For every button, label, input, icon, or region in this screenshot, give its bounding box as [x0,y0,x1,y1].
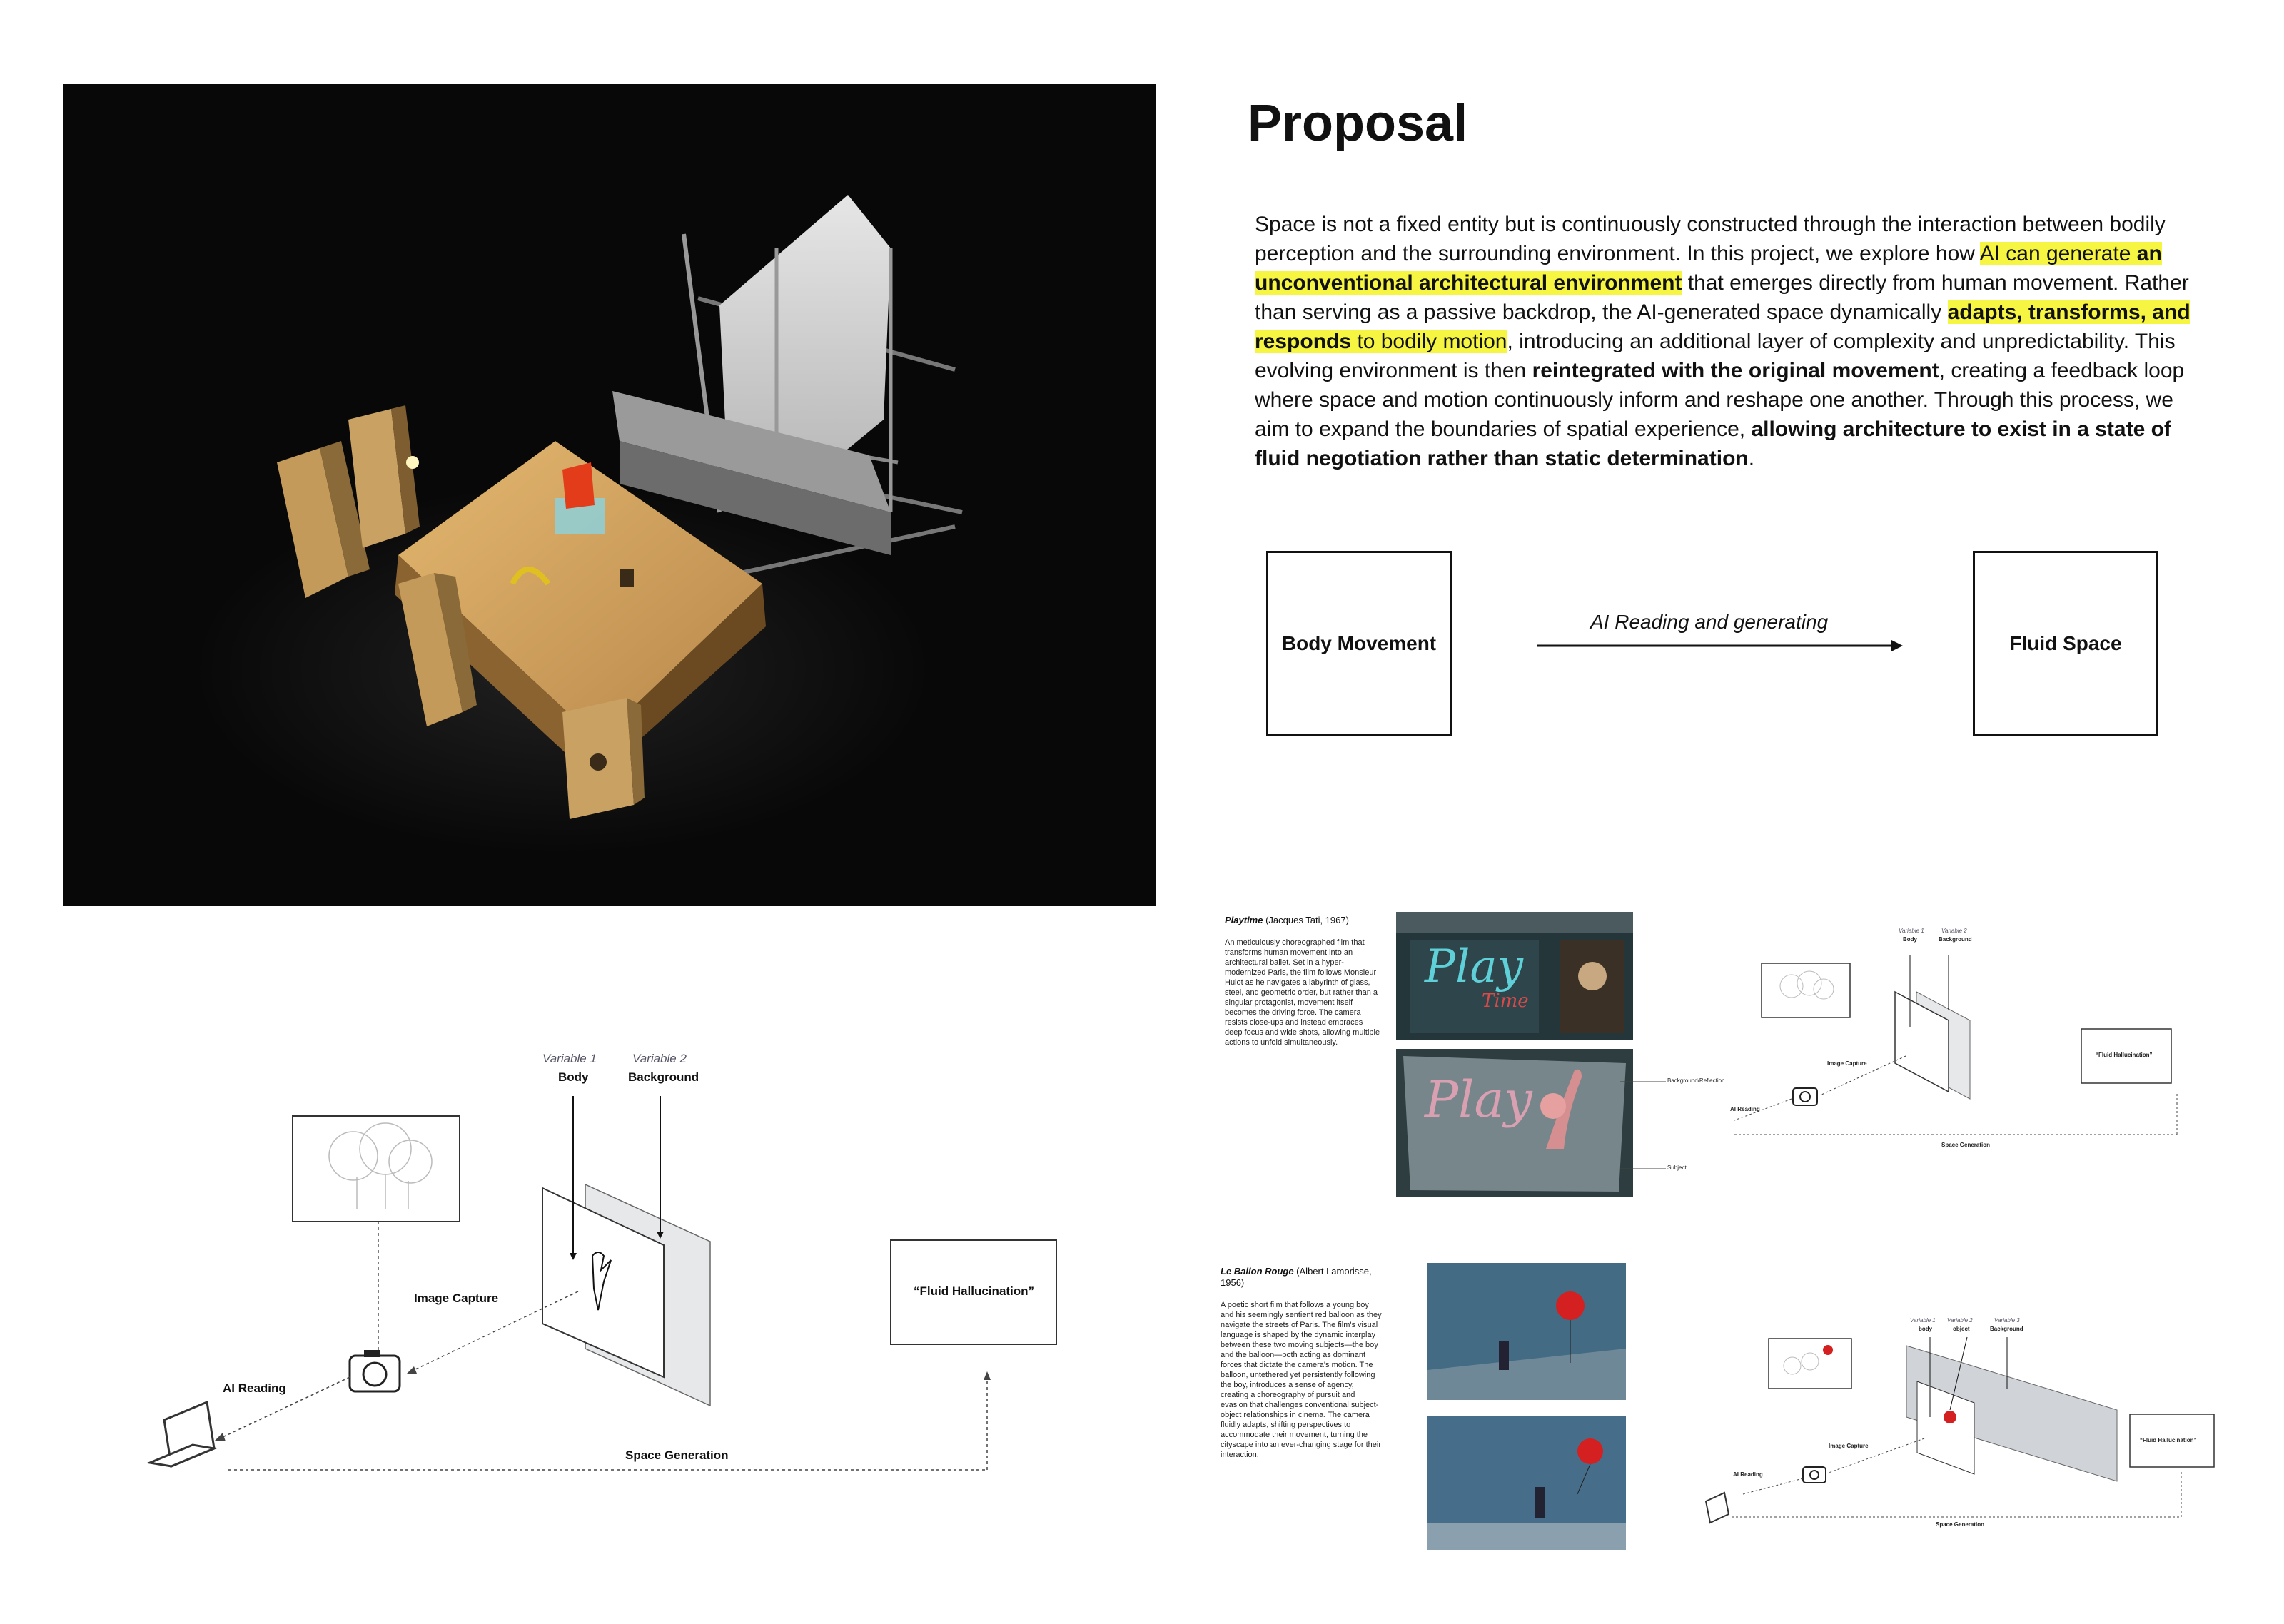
text-run: Space is not a fixed entity but is continuously constructed through the interaction between bodily perception and the surrounding environment. In this project, we explore how [1255,213,2166,265]
main-diagram-lines [143,1042,1085,1513]
annotation-subject: Subject [1667,1164,1687,1171]
playtime-title-text: Play [1425,940,1523,993]
annotation-lines [1620,1077,1670,1170]
case2-diagram [1696,1310,2224,1538]
case2-meta: (Albert Lamorisse, 1956) [1221,1266,1372,1288]
c2-variable2-name: object [1953,1326,1970,1332]
playtime-subtitle-text: Time [1482,990,1529,1012]
c2-variable3-label: Variable 3 [1994,1317,2020,1324]
highlight-run: AI can generate [1979,242,2137,265]
c1-space-generation-label: Space Generation [1941,1142,1991,1148]
c2-variable2-label: Variable 2 [1947,1317,1973,1324]
c1-image-capture-label: Image Capture [1827,1060,1867,1067]
bold-run: reintegrated with the original movement [1532,359,1939,382]
text-run: , creating a feedback loop where space and motion continuously inform and reshape one another. Through this process, we aim to expand the boundaries of spatial experience, [1255,359,2185,441]
annotation-background: Background/Reflection [1667,1077,1725,1084]
highlight-bold-run: an unconventional architectural environment [1255,242,2162,295]
c2-variable1-name: body [1919,1326,1933,1332]
text-run: . [1748,447,1755,470]
case2-title [1221,1266,1378,1289]
c1-variable1-name: Body [1903,936,1917,943]
case2-diagram-lines [1696,1310,2224,1538]
case1-meta: (Jacques Tati, 1967) [1263,915,1349,925]
ai-reading-label: AI Reading [223,1381,286,1395]
playtime-still-2 [1396,1049,1633,1197]
case1-diagram [1706,920,2191,1156]
fluid-space-box [1973,551,2158,736]
c2-output-box-label: “Fluid Hallucination” [2140,1437,2197,1443]
c1-output-box-label: “Fluid Hallucination” [2096,1052,2153,1058]
image-capture-label: Image Capture [414,1291,499,1305]
case1-film-title: Playtime [1225,915,1263,925]
variable1-label: Variable 1 [542,1052,597,1065]
output-box-label: “Fluid Hallucination” [914,1284,1035,1298]
variable2-name: Background [628,1070,699,1084]
highlight-run: to bodily motion [1351,330,1507,353]
body-movement-label: Body Movement [1281,632,1437,654]
flow-arrow-label: AI Reading and generating [1590,611,1829,633]
ballon-still-2 [1428,1416,1626,1550]
proposal-paragraph [1255,210,2197,473]
c1-variable2-name: Background [1939,936,1972,943]
c1-ai-reading-label: AI Reading [1730,1106,1760,1112]
ballon-still-1 [1428,1263,1626,1400]
case2-film-title: Le Ballon Rouge [1221,1266,1294,1277]
playtime-reflection-text: Play [1425,1070,1532,1129]
case1-description: An meticulously choreographed film that transforms human movement into an architectural ballet. Set in a hyper-modernized Paris, the film follows Monsieur Hulot as he navigates a labyrinth of glass, steel, and geometric order, but rather than a singular protagonist, movement itself becomes the driving force. The camera resists close-ups and instead embraces deep focus and wide shots, allowing multiple actions to unfold simultaneously. [1225,938,1380,1047]
c2-ai-reading-label: AI Reading [1733,1471,1763,1478]
c1-variable2-label: Variable 2 [1941,928,1967,934]
main-diagram [143,1042,1085,1513]
playtime-still-1 [1396,912,1633,1040]
body-movement-box [1266,551,1452,736]
case1-diagram-lines [1706,920,2191,1156]
highlight-bold-run: adapts, transforms, and responds [1255,300,2190,353]
space-generation-label: Space Generation [625,1448,729,1462]
flow-arrow [1535,635,1906,656]
variable1-name: Body [558,1070,589,1084]
text-run: , introducing an additional layer of complexity and unpredictability. This evolving environment is then [1255,330,2176,382]
text-run: that emerges directly from human movement. Rather than serving as a passive backdrop, the AI-generated space dynamically [1255,271,2189,324]
c2-space-generation-label: Space Generation [1936,1521,1985,1528]
model-photo [63,84,1156,906]
fluid-space-label: Fluid Space [2009,632,2122,654]
page-title: Proposal [1248,95,1468,152]
c2-image-capture-label: Image Capture [1829,1443,1869,1449]
c1-variable1-label: Variable 1 [1899,928,1924,934]
c2-variable1-label: Variable 1 [1910,1317,1936,1324]
bold-run: allowing architecture to exist in a state of fluid negotiation rather than static determination [1255,417,2171,470]
variable2-label: Variable 2 [632,1052,687,1065]
c2-variable3-name: Background [1990,1326,2023,1332]
case2-description: A poetic short film that follows a young boy and his seemingly sentient red balloon as they navigate the streets of Paris. The film's visual language is shaped by the dynamic interplay between these two moving subjects—the boy and the balloon—both acting as dominant forces that dictate the camera's motion. The balloon, untethered yet persistently following the boy, introduces a sense of agency, creating a choreography of pursuit and evasion that challenges conventional subject-object relationships in cinema. The camera fluidly adapts, shifting perspectives to accommodate their movement, turning the cityscape into an ever-changing stage for their interaction. [1221,1301,1382,1459]
